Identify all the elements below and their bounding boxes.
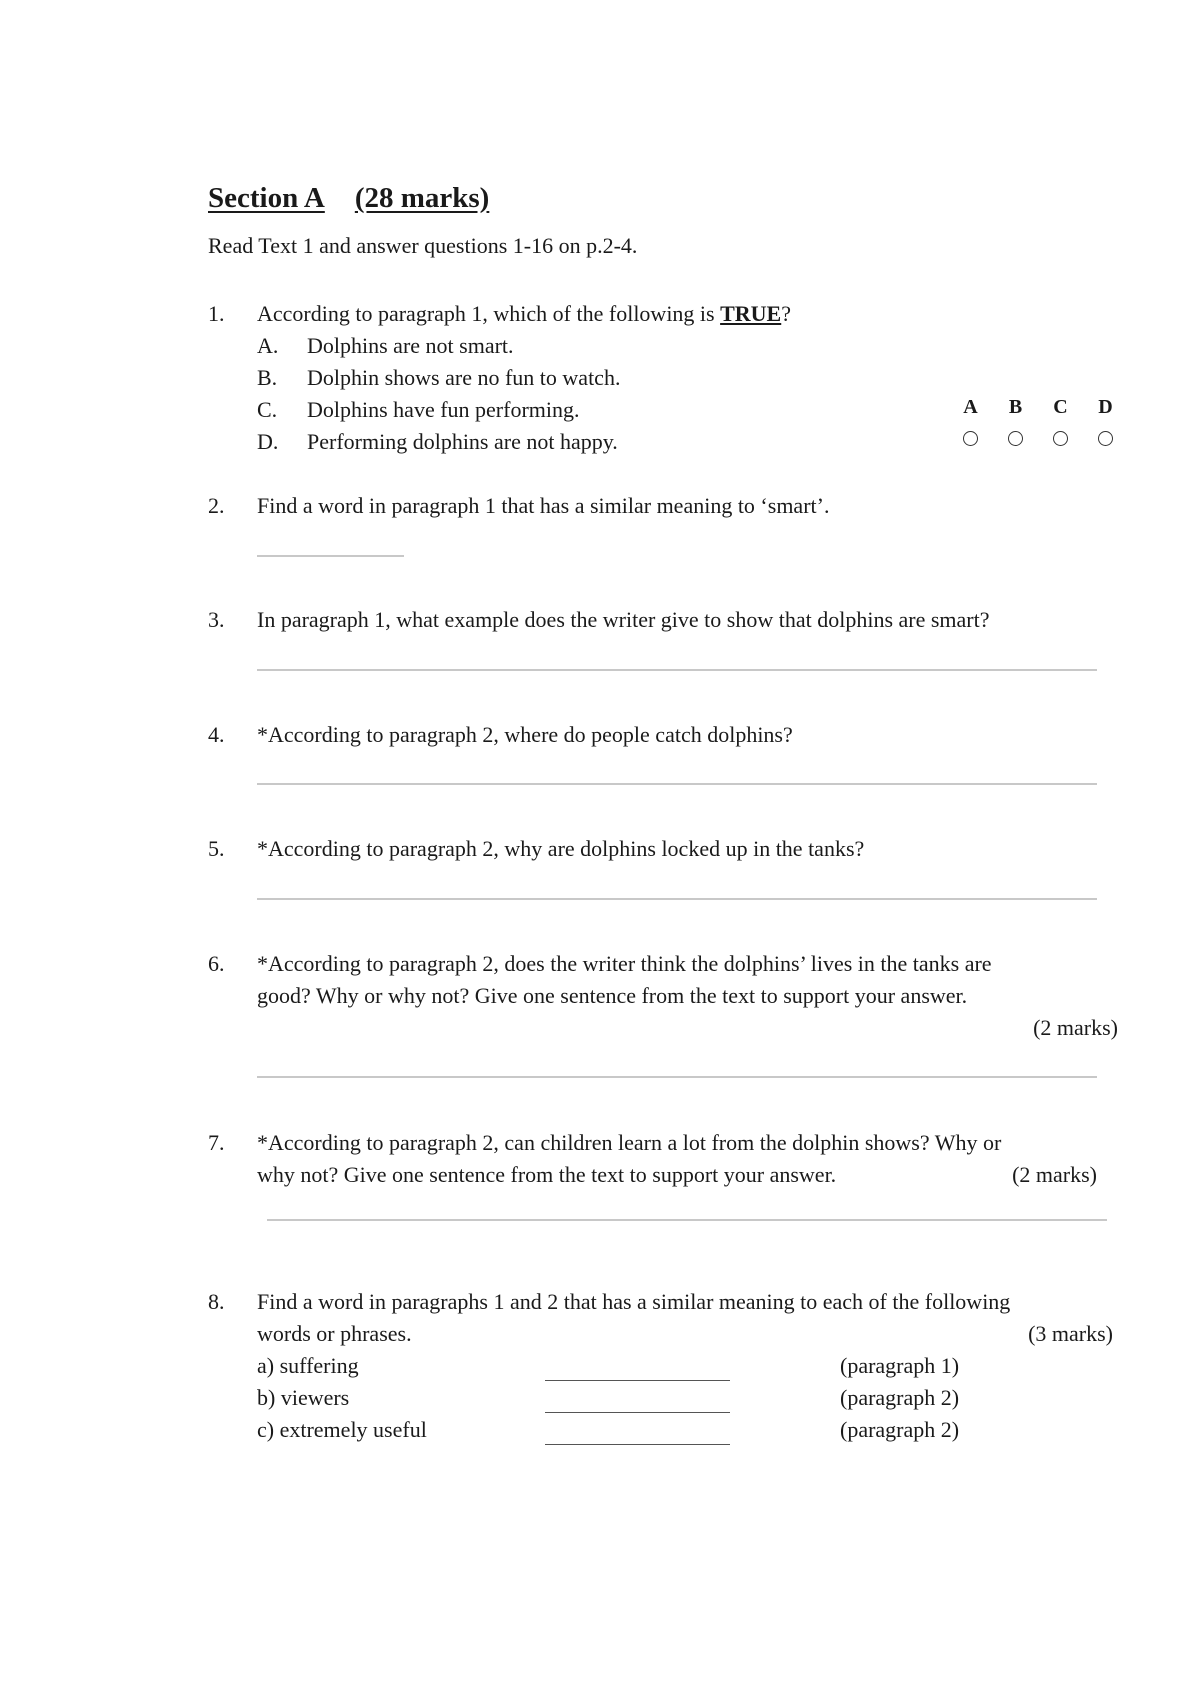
option-d: D. Performing dolphins are not happy. xyxy=(257,429,618,454)
answer-line-5[interactable] xyxy=(257,898,1097,900)
vocab-answer-blank[interactable] xyxy=(545,1380,730,1381)
question-2 xyxy=(208,490,1108,522)
answer-line-4[interactable] xyxy=(257,783,1097,785)
section-title: Section A xyxy=(208,182,325,214)
answer-line-2[interactable] xyxy=(257,555,404,557)
question-number: 7. xyxy=(208,1130,225,1155)
question-number: 3. xyxy=(208,607,225,632)
bubble-a[interactable] xyxy=(963,431,978,446)
question-8 xyxy=(208,1286,1118,1350)
vocab-paragraph-ref: (paragraph 2) xyxy=(840,1385,960,1410)
question-text-line-1: Find a word in paragraphs 1 and 2 that has a similar meaning to each of the following xyxy=(257,1289,1011,1314)
question-7 xyxy=(208,1127,1118,1191)
emphasis-true: TRUE xyxy=(720,301,782,326)
question-number: 8. xyxy=(208,1289,225,1314)
question-number: 4. xyxy=(208,722,225,747)
option-a: A. Dolphins are not smart. xyxy=(257,333,514,358)
vocab-word: extremely useful xyxy=(279,1417,427,1442)
option-b: B. Dolphin shows are no fun to watch. xyxy=(257,365,621,390)
vocab-answer-blank[interactable] xyxy=(545,1412,730,1413)
question-text: Find a word in paragraph 1 that has a similar meaning to ‘smart’. xyxy=(257,493,830,518)
question-text-line-2: words or phrases. xyxy=(257,1321,412,1346)
option-c: C. Dolphins have fun performing. xyxy=(257,397,580,422)
answer-bubbles xyxy=(948,396,1128,450)
section-marks: (28 marks) xyxy=(354,182,490,214)
question-3 xyxy=(208,604,1108,636)
question-4 xyxy=(208,719,1108,751)
question-text-line-1: *According to paragraph 2, does the writer think the dolphins’ lives in the tanks are xyxy=(257,951,992,976)
vocab-word: suffering xyxy=(279,1353,359,1378)
bubble-b[interactable] xyxy=(1008,431,1023,446)
question-text: *According to paragraph 2, where do people catch dolphins? xyxy=(257,722,793,747)
question-text: In paragraph 1, what example does the writer give to show that dolphins are smart? xyxy=(257,607,990,632)
bubble-label-c: C xyxy=(1053,396,1068,418)
answer-line-6[interactable] xyxy=(257,1076,1097,1078)
vocab-paragraph-ref: (paragraph 2) xyxy=(840,1417,960,1442)
bubble-label-d: D xyxy=(1098,396,1113,418)
section-heading xyxy=(208,182,489,215)
bubble-label-b: B xyxy=(1008,396,1023,418)
question-number: 1. xyxy=(208,301,225,326)
question-5 xyxy=(208,833,1108,865)
question-6 xyxy=(208,948,1118,1044)
question-number: 2. xyxy=(208,493,225,518)
question-marks: (2 marks) xyxy=(1033,1015,1118,1040)
question-marks: (3 marks) xyxy=(1028,1321,1113,1346)
bubble-d[interactable] xyxy=(1098,431,1113,446)
bubble-label-a: A xyxy=(963,396,978,418)
vocab-answer-blank[interactable] xyxy=(545,1444,730,1445)
answer-line-3[interactable] xyxy=(257,669,1097,671)
question-text-line-2: good? Why or why not? Give one sentence from the text to support your answer. xyxy=(257,983,968,1008)
question-text-line-1: *According to paragraph 2, can children learn a lot from the dolphin shows? Why or xyxy=(257,1130,1002,1155)
question-number: 5. xyxy=(208,836,225,861)
question-text: *According to paragraph 2, why are dolphins locked up in the tanks? xyxy=(257,836,865,861)
question-marks: (2 marks) xyxy=(1012,1162,1097,1187)
bubble-c[interactable] xyxy=(1053,431,1068,446)
vocab-word: viewers xyxy=(280,1385,350,1410)
section-instructions: Read Text 1 and answer questions 1-16 on p.2-4. xyxy=(208,233,638,258)
question-text-line-2: why not? Give one sentence from the text to support your answer. xyxy=(257,1162,837,1187)
answer-line-7[interactable] xyxy=(267,1219,1107,1221)
question-number: 6. xyxy=(208,951,225,976)
question-text: According to paragraph 1, which of the following is TRUE? xyxy=(257,301,791,326)
worksheet-page: Section A (28 marks) Read Text 1 and answer questions 1-16 on p.2-4. 1. According to paragraph 1, which of the following is TRUE? A. Dolphins are not smart. B. Dolphin shows are no fun to watch. C. Dolphins have fun performing. D. Performing dolphins are not happy. A B C D 2. Find a word in paragraph 1 that has a similar meaning to ‘smart’. 3. In paragraph 1, what example does the writer give to show that dolphins are smart? 4. *According to paragraph 2, where do people catch dolphins? 5. *According to paragraph 2, why are dolphins locked up in the tanks? 6. *According to paragraph 2, does the writer think the dolphins’ lives in the tanks are good? Why or why not? Give one sentence from the text to support your answer. (2 marks) 7. *According to paragraph 2, can children learn a lot from the dolphin shows? Why or why not? Give one sentence from the text to support your answer. (2 marks) 8. Find a word in paragraphs 1 and 2 that has a similar meaning to each of the following words or phrases. (3 marks) a) suffering (paragraph 1) b) viewers (paragraph 2) c) extremely useful (paragraph 2) xyxy=(0,0,1200,1696)
vocab-paragraph-ref: (paragraph 1) xyxy=(840,1353,960,1378)
